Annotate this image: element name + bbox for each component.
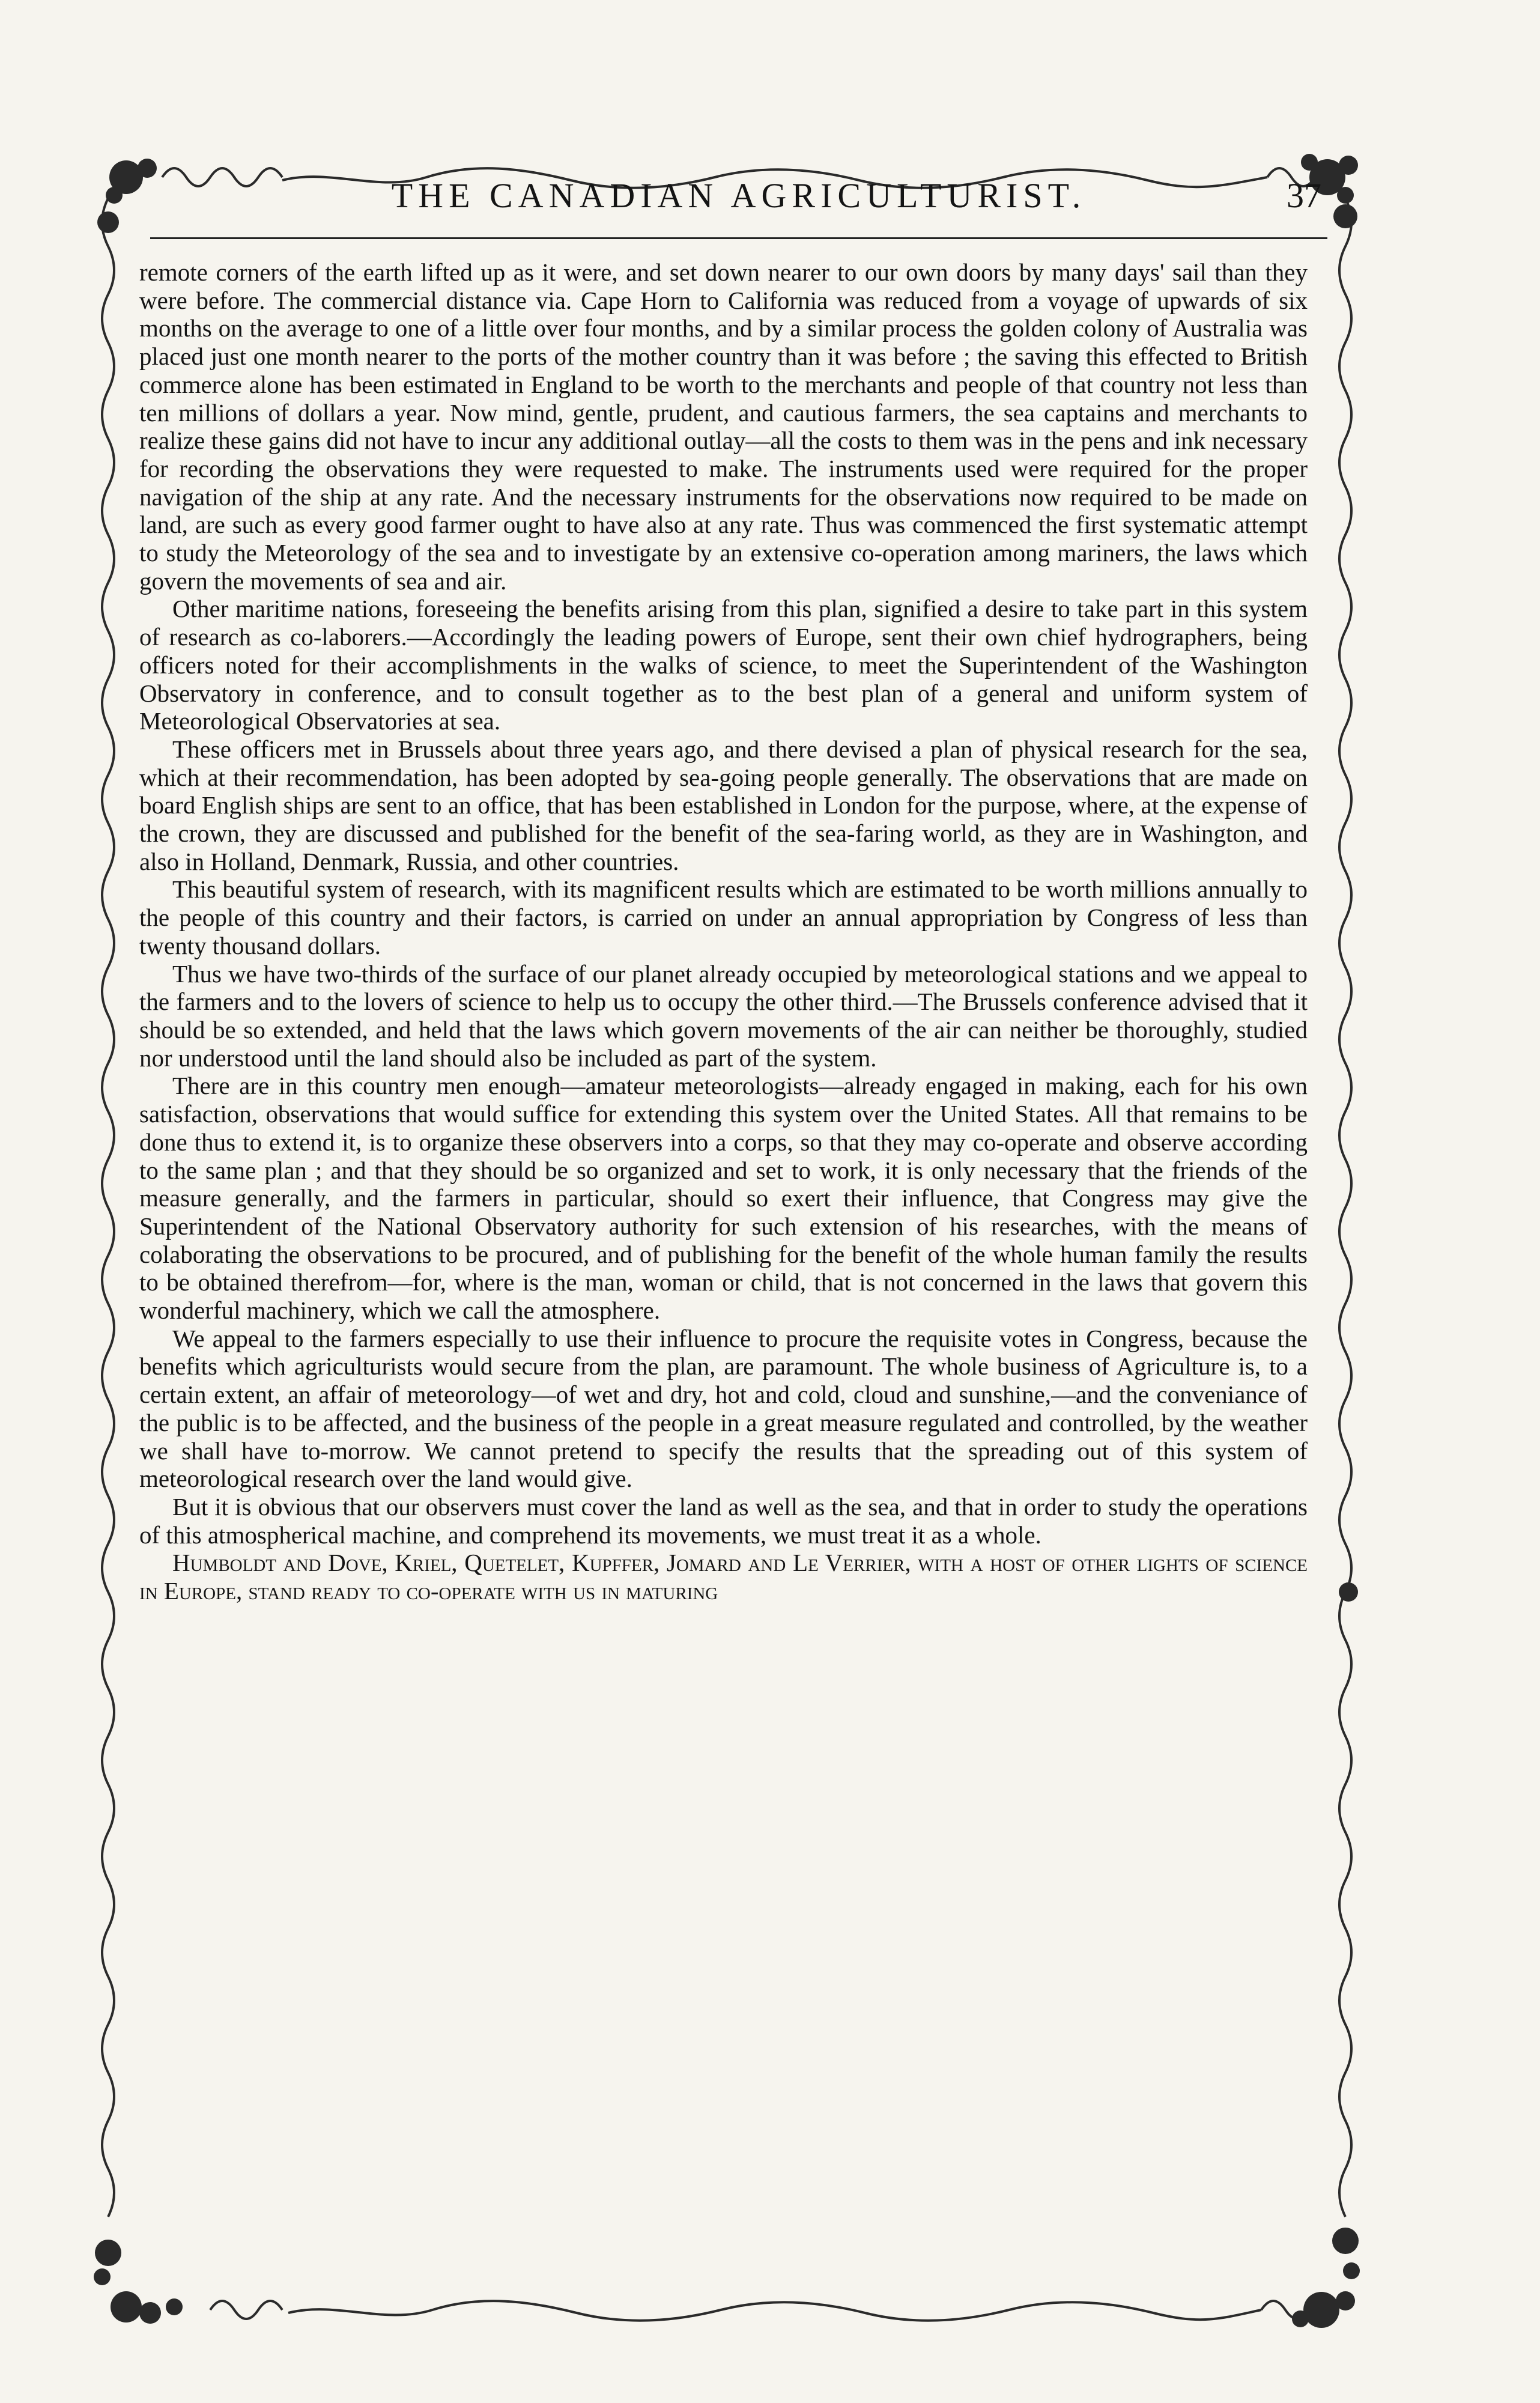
paragraph: remote corners of the earth lifted up as it were, and set down nearer to our own doors by many days' sail than they were before. The commercial distance via. Cape Horn to California was reduced from a voyage of upwards of six months on the average to one of a little over four months, and by a similar process the golden colony of Australia was placed just one month nearer to the ports of the mother country than it was before ; the saving this effected to British commerce alone has been estimated in England to be worth to the merchants and people of that country not less than ten millions of dollars a year. Now mind, gentle, prudent, and cautious farmers, the sea captains and merchants to realize these gains did not have to incur any additional outlay—all the costs to them was in the pens and ink necessary for recording the observations they were requested to make. The instruments used were required for the proper navigation of the ship at any rate. And the necessary instruments for the observations now required to be made on land, are such as every good farmer ought to have also at any rate. Thus was commenced the first systematic attempt to study the Meteorology of the sea and to investigate by an extensive co-operation among mariners, the laws which govern the movements of sea and air. [139,258,1308,595]
paragraph: But it is obvious that our observers must cover the land as well as the sea, and that in order to study the operations of this atmospherical machine, and comprehend its movements, we must treat it as a whole. [139,1492,1308,1549]
right-ornament-border [1321,186,1369,2301]
running-title: THE CANADIAN AGRICULTURIST. [391,175,1087,215]
paragraph: Other maritime nations, foreseeing the benefits arising from this plan, signified a desire to take part in this system of research as co-laborers.—Accordingly the leading powers of Europe, sent their own chief hydrographers, being officers noted for their accomplishments in the walks of science, to meet the Superintendent of the Washington Observatory in conference, and to consult together as to the best plan of a general and uniform system of Meteorological Observatories at sea. [139,595,1308,735]
paragraph: These officers met in Brussels about three years ago, and there devised a plan of physical research for the sea, which at their recommendation, has been adopted by sea-going people generally. The observations that are made on board English ships are sent to an office, that has been established in London for the purpose, where, at the expense of the crown, they are discussed and published for the benefit of the sea-faring world, as they are in Washington, and also in Holland, Denmark, Russia, and other countries. [139,735,1308,875]
running-header [150,162,1327,228]
paragraph: Humboldt and Dove, Kriel, Quetelet, Kupffer, Jomard and Le Verrier, with a host of other lights of science in Europe, stand ready to co-operate with us in maturing [139,1549,1308,1605]
bottom-ornament-border [90,2277,1375,2343]
article-body [139,258,1308,1605]
left-ornament-border [84,186,132,2301]
paragraph: This beautiful system of research, with its magnificent results which are estimated to be worth millions annually to the people of this country and their factors, is carried on under an annual appropriation by Congress of less than twenty thousand dollars. [139,875,1308,959]
header-rule [150,237,1327,239]
paragraph: Thus we have two-thirds of the surface of our planet already occupied by meteorological stations and we appeal to the farmers and to the lovers of science to help us to occupy the other third.—The Brussels conference advised that it should be so extended, and held that the laws which govern movements of the air can neither be thoroughly, studied nor understood until the land should also be included as part of the system. [139,959,1308,1072]
paragraph: There are in this country men enough—amateur meteorologists—already engaged in making, each for his own satisfaction, observations that would suffice for extending this system over the United States. All that remains to be done thus to extend it, is to organize these observers into a corps, so that they may co-operate and observe according to the same plan ; and that they should be so organized and set to work, it is only necessary that the friends of the measure generally, and the farmers in particular, should so exert their influence, that Congress may give the Superintendent of the National Observatory authority for such extension of his researches, with the means of colaborating the observations to be procured, and of publishing for the benefit of the whole human family the results to be obtained therefrom—for, where is the man, woman or child, that is not concerned in the laws that govern this wonderful machinery, which we call the atmosphere. [139,1072,1308,1325]
page-number: 37 [1287,176,1321,215]
paragraph: We appeal to the farmers especially to use their influence to procure the requisite votes in Congress, because the benefits which agriculturists would secure from the plan, are paramount. The whole business of Agriculture is, to a certain extent, an affair of meteorology—of wet and dry, hot and cold, cloud and sunshine,—and the conveniance of the public is to be affected, and the business of the people in a great measure regulated and controlled, by the weather we shall have to-morrow. We cannot pretend to specify the results that the spreading out of this system of meteorological research over the land would give. [139,1324,1308,1493]
